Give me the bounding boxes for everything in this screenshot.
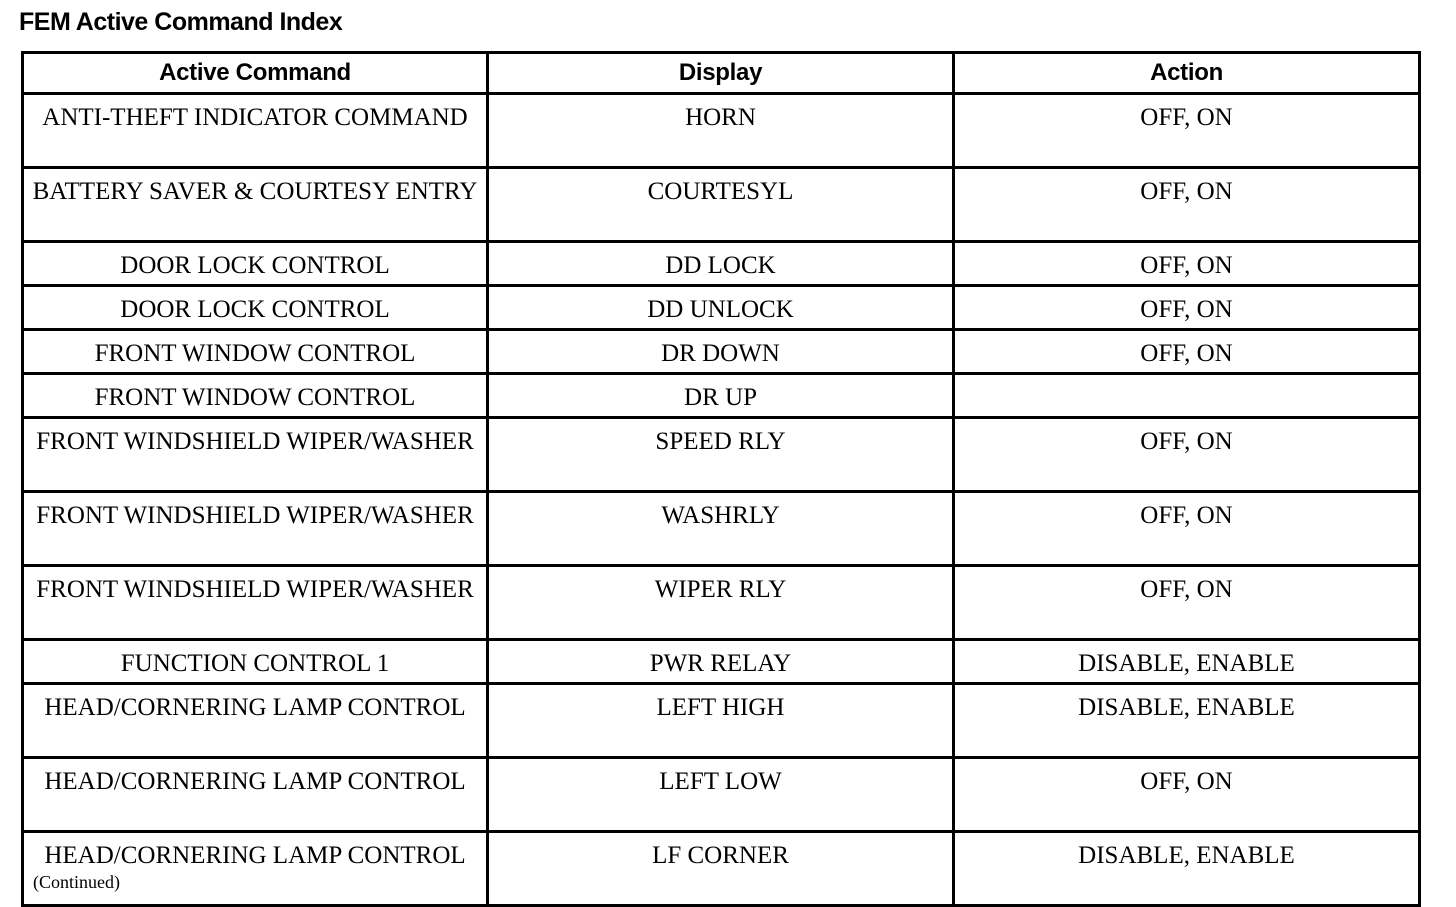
cell-command: HEAD/CORNERING LAMP CONTROL (23, 758, 488, 832)
table-row (23, 832, 1420, 906)
cell-display: DR UP (488, 374, 954, 418)
cell-display: HORN (488, 94, 954, 168)
table-row (23, 330, 1420, 374)
cell-display: WIPER RLY (488, 566, 954, 640)
cell-action: OFF, ON (954, 418, 1420, 492)
page-title: FEM Active Command Index (19, 8, 343, 36)
cell-command: FRONT WINDSHIELD WIPER/WASHER (23, 492, 488, 566)
cell-display: LF CORNER (488, 832, 954, 906)
cell-command: HEAD/CORNERING LAMP CONTROL (23, 684, 488, 758)
cell-action: OFF, ON (954, 566, 1420, 640)
cell-action: DISABLE, ENABLE (954, 640, 1420, 684)
table-header-row (23, 53, 1420, 94)
cell-command: DOOR LOCK CONTROL (23, 242, 488, 286)
cell-display: COURTESYL (488, 168, 954, 242)
cell-action: OFF, ON (954, 168, 1420, 242)
command-table (21, 51, 1421, 907)
cell-command: FRONT WINDSHIELD WIPER/WASHER (23, 566, 488, 640)
cell-display: DD LOCK (488, 242, 954, 286)
cell-command: FRONT WINDOW CONTROL (23, 374, 488, 418)
table-row (23, 168, 1420, 242)
cell-action: OFF, ON (954, 242, 1420, 286)
cell-command: FUNCTION CONTROL 1 (23, 640, 488, 684)
cell-action: DISABLE, ENABLE (954, 684, 1420, 758)
cell-display: LEFT HIGH (488, 684, 954, 758)
cell-action: OFF, ON (954, 94, 1420, 168)
cell-action: OFF, ON (954, 758, 1420, 832)
cell-display: PWR RELAY (488, 640, 954, 684)
table-row (23, 566, 1420, 640)
header-action: Action (954, 53, 1420, 94)
table-row (23, 640, 1420, 684)
cell-display: SPEED RLY (488, 418, 954, 492)
cell-command: BATTERY SAVER & COURTESY ENTRY (23, 168, 488, 242)
cell-command: HEAD/CORNERING LAMP CONTROL (23, 832, 488, 906)
cell-action: OFF, ON (954, 330, 1420, 374)
table-row (23, 286, 1420, 330)
cell-display: DD UNLOCK (488, 286, 954, 330)
cell-command: ANTI-THEFT INDICATOR COMMAND (23, 94, 488, 168)
table-row (23, 684, 1420, 758)
cell-command: DOOR LOCK CONTROL (23, 286, 488, 330)
table-row (23, 418, 1420, 492)
header-display: Display (488, 53, 954, 94)
table-row (23, 758, 1420, 832)
cell-display: LEFT LOW (488, 758, 954, 832)
cell-action: DISABLE, ENABLE (954, 832, 1420, 906)
table-row (23, 492, 1420, 566)
cell-display: WASHRLY (488, 492, 954, 566)
table-row (23, 374, 1420, 418)
cell-action: OFF, ON (954, 492, 1420, 566)
cell-action (954, 374, 1420, 418)
header-active-command: Active Command (23, 53, 488, 94)
cell-command: FRONT WINDOW CONTROL (23, 330, 488, 374)
cell-display: DR DOWN (488, 330, 954, 374)
cell-action: OFF, ON (954, 286, 1420, 330)
table-row (23, 242, 1420, 286)
table-row (23, 94, 1420, 168)
cell-command: FRONT WINDSHIELD WIPER/WASHER (23, 418, 488, 492)
continued-note: (Continued) (33, 872, 120, 892)
